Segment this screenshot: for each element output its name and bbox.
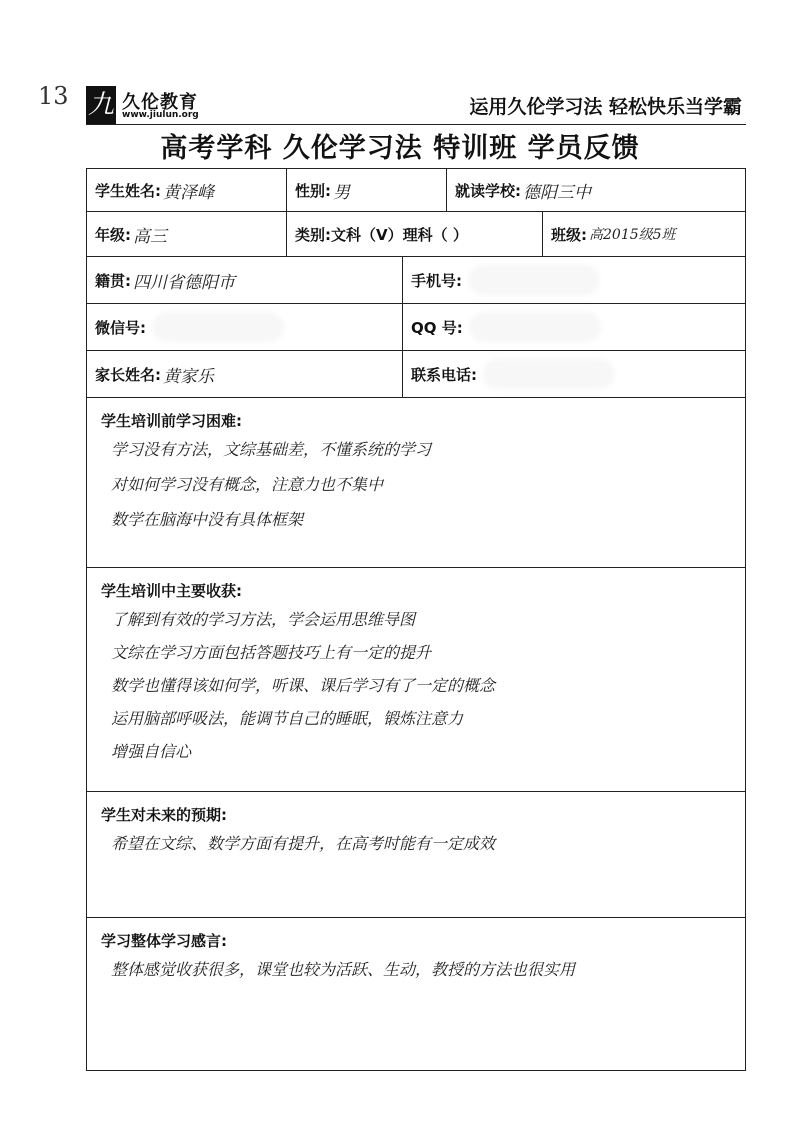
section-gains	[87, 568, 745, 792]
header-slogan: 运用久伦学习法 轻松快乐当学霸	[469, 96, 742, 118]
logo-name: 久伦教育	[122, 92, 198, 113]
qq-field	[403, 304, 743, 350]
redacted-wechat	[158, 318, 278, 336]
student-name-value: 黄泽峰	[163, 182, 214, 203]
handwritten-line: 数学在脑海中没有具体框架	[111, 510, 304, 529]
student-name-field	[87, 169, 287, 211]
gender-value: 男	[333, 182, 350, 203]
class-label: 班级:	[551, 225, 587, 244]
form-row	[87, 212, 745, 257]
hometown-label: 籍贯:	[95, 271, 131, 290]
handwritten-line: 运用脑部呼吸法，能调节自己的睡眠，锻炼注意力	[111, 709, 464, 728]
form-row	[87, 304, 745, 351]
handwritten-line: 对如何学习没有概念，注意力也不集中	[111, 475, 384, 494]
hometown-field	[87, 257, 403, 303]
section-before-training	[87, 398, 745, 568]
handwritten-line: 学习没有方法，文综基础差，不懂系统的学习	[111, 440, 432, 459]
handwritten-line: 了解到有效的学习方法，学会运用思维导图	[111, 610, 416, 629]
handwritten-line: 文综在学习方面包括答题技巧上有一定的提升	[111, 643, 432, 662]
parent-name-label: 家长姓名:	[95, 365, 161, 384]
grade-label: 年级:	[95, 225, 131, 244]
form-row	[87, 351, 745, 398]
phone-field	[403, 257, 743, 303]
gender-label: 性别:	[295, 181, 331, 200]
wechat-field	[87, 304, 403, 350]
form-row	[87, 169, 745, 212]
header-divider	[86, 124, 746, 125]
student-name-label: 学生姓名:	[95, 181, 161, 200]
redacted-phone	[474, 271, 594, 289]
document-title: 高考学科 久伦学习法 特训班 学员反馈	[160, 133, 640, 164]
class-field	[543, 212, 743, 256]
category-field	[287, 212, 543, 256]
feedback-form	[86, 168, 746, 1071]
section-expectations	[87, 792, 745, 918]
section-label: 学生培训中主要收获:	[101, 582, 242, 600]
handwritten-line: 增强自信心	[111, 742, 192, 761]
section-label: 学生对未来的预期:	[101, 806, 227, 824]
category-options: 文科（V）理科（ ）	[331, 225, 468, 244]
school-field	[447, 169, 743, 211]
wechat-label: 微信号:	[95, 318, 146, 337]
redacted-contact-phone	[489, 365, 609, 383]
parent-name-field	[87, 351, 403, 397]
section-label: 学习整体学习感言:	[101, 932, 227, 950]
handwritten-line: 整体感觉收获很多，课堂也较为活跃、生动，教授的方法也很实用	[111, 960, 576, 979]
category-label: 类别:	[295, 225, 331, 244]
grade-field	[87, 212, 287, 256]
redacted-qq	[475, 318, 595, 336]
qq-label: QQ 号:	[411, 318, 463, 337]
section-label: 学生培训前学习困难:	[101, 412, 242, 430]
handwritten-line: 数学也懂得该如何学，听课、课后学习有了一定的概念	[111, 676, 496, 695]
school-value: 德阳三中	[523, 182, 591, 203]
handwritten-line: 希望在文综、数学方面有提升，在高考时能有一定成效	[111, 834, 496, 853]
logo-url: www.jiulun.org	[122, 110, 199, 120]
logo	[86, 86, 236, 128]
page-number: 13	[38, 82, 69, 110]
logo-mark-icon: 九	[86, 86, 116, 124]
school-label: 就读学校:	[455, 181, 521, 200]
grade-value: 高三	[133, 226, 167, 247]
form-row	[87, 257, 745, 304]
parent-name-value: 黄家乐	[163, 366, 214, 387]
contact-phone-field	[403, 351, 743, 397]
hometown-value: 四川省德阳市	[133, 272, 235, 293]
class-value: 高2015级5班	[589, 227, 676, 243]
phone-label: 手机号:	[411, 271, 462, 290]
contact-phone-label: 联系电话:	[411, 365, 477, 384]
gender-field	[287, 169, 447, 211]
section-overall-feeling	[87, 918, 745, 1070]
